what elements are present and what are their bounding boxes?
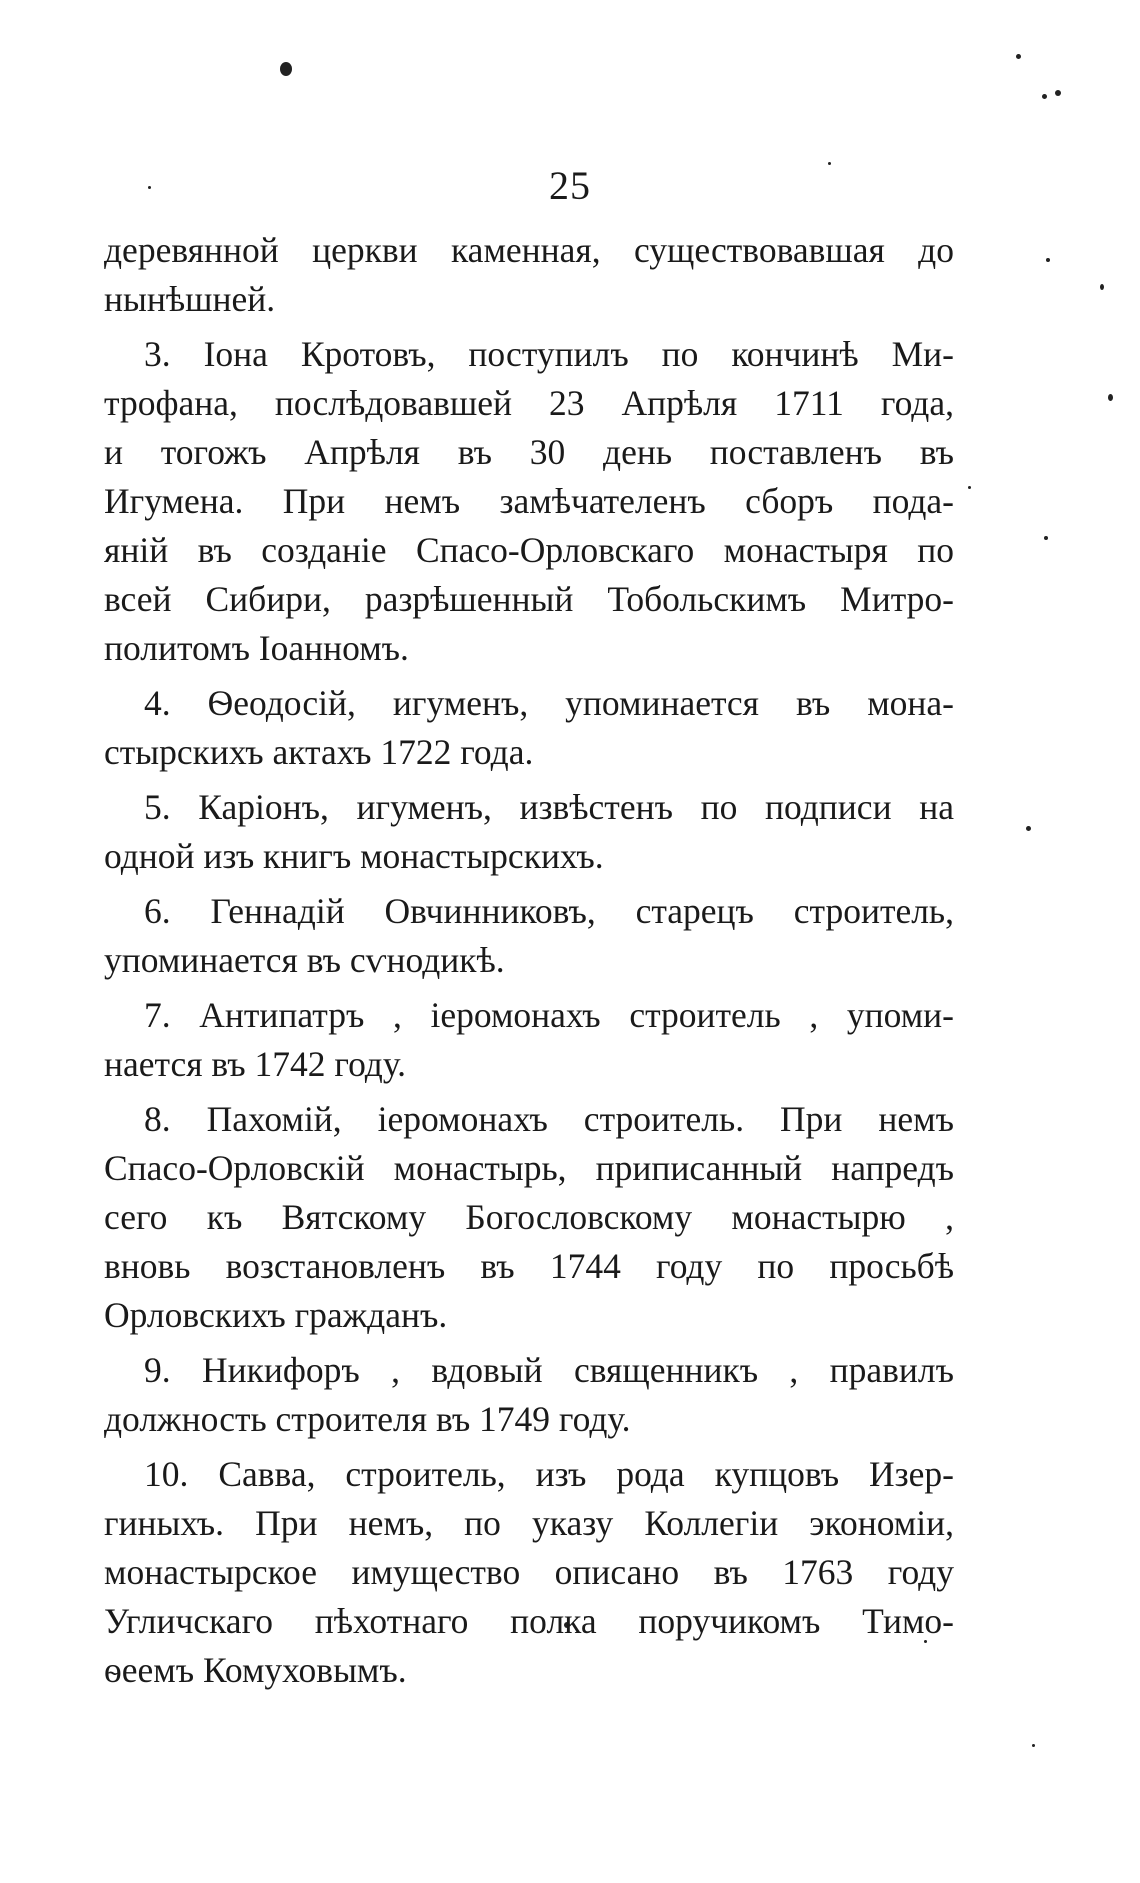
entry-nikifor (104, 1346, 954, 1444)
text-line: яній въ созданіе Спасо-Орловскаго монастыря по (104, 530, 954, 570)
text-line: деревянной церкви каменная, существовавшая до (104, 230, 954, 270)
ink-speck (1042, 94, 1047, 99)
text-line: 3. Іона Кротовъ, поступилъ по кончинѣ Ми- (144, 334, 954, 374)
text-line: одной изъ книгъ монастырскихъ. (104, 836, 604, 876)
text-line: политомъ Іоанномъ. (104, 628, 409, 668)
text-line: трофана, послѣдовавшей 23 Апрѣля 1711 года, (104, 383, 954, 423)
ink-speck (1046, 258, 1050, 262)
entry-continuation (104, 226, 954, 324)
ink-speck (1100, 284, 1104, 290)
page-number: 25 (549, 163, 591, 208)
text-line: нается въ 1742 году. (104, 1044, 406, 1084)
text-line: всей Сибири, разрѣшенный Тобольскимъ Митро- (104, 579, 954, 619)
text-line: 4. Ѳеодосій, игуменъ, упоминается въ мона- (144, 683, 954, 723)
ink-speck (1016, 54, 1021, 59)
ink-speck (1044, 536, 1048, 540)
ink-speck (1055, 90, 1061, 96)
text-line: Спасо-Орловскій монастырь, приписанный напредъ (104, 1148, 954, 1188)
entry-iona-krotov (104, 330, 954, 673)
page-body (104, 226, 954, 1695)
text-line: Орловскихъ гражданъ. (104, 1295, 448, 1335)
text-line: и тогожъ Апрѣля въ 30 день поставленъ въ (104, 432, 954, 472)
text-line: 9. Никифоръ , вдовый священникъ , правилъ (144, 1350, 954, 1390)
ink-speck (968, 486, 971, 489)
entry-pakhomiy (104, 1095, 954, 1340)
text-line: стырскихъ актахъ 1722 года. (104, 732, 534, 772)
text-line: должность строителя въ 1749 году. (104, 1399, 631, 1439)
text-line: 7. Антипатръ , іеромонахъ строитель , упоми- (144, 995, 954, 1035)
text-line: 5. Каріонъ, игуменъ, извѣстенъ по подписи на (144, 787, 954, 827)
text-line: Игумена. При немъ замѣчателенъ сборъ пода- (104, 481, 954, 521)
text-line: вновь возстановленъ въ 1744 году по просьбѣ (104, 1246, 954, 1286)
text-line: монастырское имущество описано въ 1763 году (104, 1552, 954, 1592)
ink-speck (280, 62, 292, 76)
entry-savva (104, 1450, 954, 1695)
text-line: Угличскаго пѣхотнаго полка поручикомъ Тимо- (104, 1601, 954, 1641)
ink-speck (1026, 826, 1031, 831)
text-line: гиныхъ. При немъ, по указу Коллегіи экономіи, (104, 1503, 954, 1543)
text-line: ѳеемъ Комуховымъ. (104, 1650, 407, 1690)
text-line: упоминается въ сѵнодикѣ. (104, 940, 505, 980)
entry-feodosiy (104, 679, 954, 777)
entry-karion (104, 783, 954, 881)
text-line: 6. Геннадій Овчинниковъ, старецъ строитель, (144, 891, 954, 931)
ink-speck (1032, 1744, 1035, 1747)
text-line: 10. Савва, строитель, изъ рода купцовъ Изер- (144, 1454, 954, 1494)
entry-gennadiy (104, 887, 954, 985)
text-line: нынѣшней. (104, 279, 276, 319)
text-line: 8. Пахомій, іеромонахъ строитель. При немъ (144, 1099, 954, 1139)
ink-speck (1108, 394, 1113, 401)
text-line: сего къ Вятскому Богословскому монастырю , (104, 1197, 954, 1237)
entry-antipatr (104, 991, 954, 1089)
